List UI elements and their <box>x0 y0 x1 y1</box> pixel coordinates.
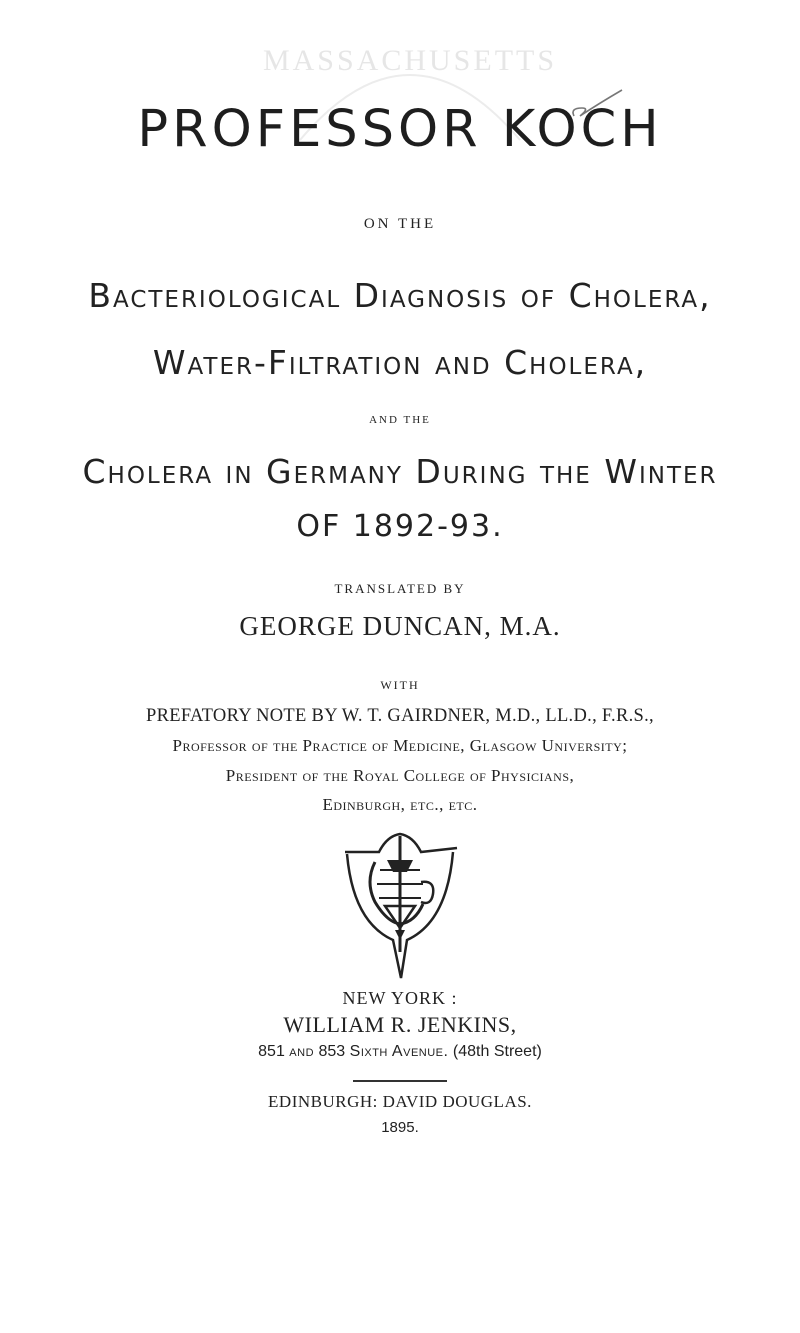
publisher-address <box>0 1043 800 1061</box>
prefatory-note-title-3: Edinburgh, etc., etc. <box>322 795 478 814</box>
subject-line-2: Water-Filtration and Cholera, <box>152 343 648 382</box>
prefatory-note-title-1: Professor of the Practice of Medicine, Glasgow University; <box>172 736 628 755</box>
co-publisher: EDINBURGH: DAVID DOUGLAS. <box>268 1092 532 1111</box>
subject-line-1: Bacteriological Diagnosis of Cholera, <box>88 276 712 315</box>
address-number-2: 853 <box>318 1043 346 1060</box>
translator-name: GEORGE DUNCAN, M.A. <box>239 611 561 641</box>
subject-line-4: OF 1892-93. <box>296 509 504 544</box>
publication-year: 1895. <box>381 1119 419 1136</box>
book-title: PROFESSOR KOCH <box>137 100 663 159</box>
and-the-label: AND THE <box>369 414 431 426</box>
publisher-device-icon <box>335 832 465 980</box>
publisher-name: WILLIAM R. JENKINS, <box>283 1012 517 1037</box>
translated-by-label: TRANSLATED BY <box>334 581 466 596</box>
on-the-label: ON THE <box>363 216 437 232</box>
subject-line-3: Cholera in Germany During the Winter <box>82 452 718 491</box>
prefatory-note-title-2: President of the Royal College of Physicians, <box>225 766 575 785</box>
svg-text:MASSACHUSETTS: MASSACHUSETTS <box>262 44 558 77</box>
address-cross-street: (48th Street) <box>452 1043 542 1060</box>
prefatory-note-author: PREFATORY NOTE BY W. T. GAIRDNER, M.D., LL.D., F.R.S., <box>146 706 654 726</box>
with-label: WITH <box>380 678 420 692</box>
place-of-publication: NEW YORK : <box>342 988 458 1008</box>
address-and: and <box>289 1043 315 1060</box>
divider-rule <box>353 1080 447 1082</box>
address-number-1: 851 <box>258 1043 285 1060</box>
address-street: Sixth Avenue. <box>349 1043 449 1060</box>
